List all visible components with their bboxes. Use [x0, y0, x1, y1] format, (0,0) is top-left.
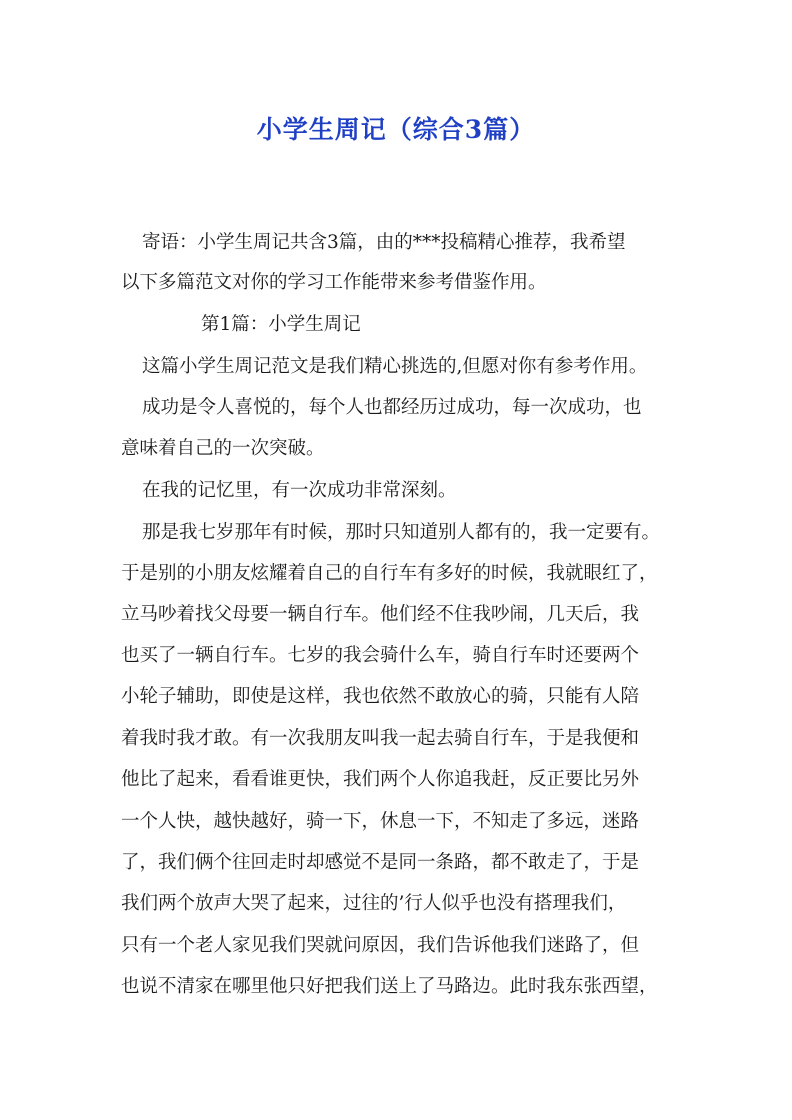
paragraph-line: 我们两个放声大哭了起来，过往的’行人似乎也没有搭理我们， — [121, 893, 627, 914]
paragraph-line: 一个人快，越快越好，骑一下，休息一下，不知走了多远，迷路 — [121, 811, 640, 832]
paragraph-line: 小轮子辅助，即使是这样，我也依然不敢放心的骑，只能有人陪 — [121, 686, 640, 707]
paragraph-line: 也买了一辆自行车。七岁的我会骑什么车，骑自行车时还要两个 — [121, 645, 640, 666]
paragraph-line: 只有一个老人家见我们哭就问原因，我们告诉他我们迷路了，但 — [121, 935, 640, 956]
paragraph-line: 那是我七岁那年有时候，那时只知道别人都有的，我一定要有。 — [142, 522, 661, 543]
section-heading: 第1篇：小学生周记 — [201, 314, 361, 335]
paragraph-line: 于是别的小朋友炫耀着自己的自行车有多好的时候，我就眼红了， — [121, 563, 658, 584]
paragraph-line: 立马吵着找父母要一辆自行车。他们经不住我吵闹，几天后，我 — [121, 604, 640, 625]
paragraph-line: 也说不清家在哪里他只好把我们送上了马路边。此时我东张西望， — [121, 976, 658, 997]
paragraph-line: 了，我们俩个往回走时却感觉不是同一条路，都不敢走了，于是 — [121, 852, 640, 873]
paragraph-line: 寄语：小学生周记共含3篇，由的***投稿精心推荐，我希望 — [142, 232, 626, 253]
paragraph-line: 在我的记忆里，有一次成功非常深刻。 — [142, 480, 457, 501]
paragraph-line: 这篇小学生周记范文是我们精心挑选的,但愿对你有参考作用。 — [142, 356, 648, 377]
paragraph-line: 着我时我才敢。有一次我朋友叫我一起去骑自行车，于是我便和 — [121, 728, 640, 749]
paragraph-line: 意味着自己的一次突破。 — [121, 438, 325, 459]
document-title: 小学生周记（综合3篇） — [256, 115, 536, 144]
paragraph-line: 以下多篇范文对你的学习工作能带来参考借鉴作用。 — [121, 272, 547, 293]
paragraph-line: 他比了起来，看看谁更快，我们两个人你追我赶，反正要比另外 — [121, 769, 640, 790]
paragraph-line: 成功是令人喜悦的，每个人也都经历过成功，每一次成功，也 — [142, 397, 642, 418]
